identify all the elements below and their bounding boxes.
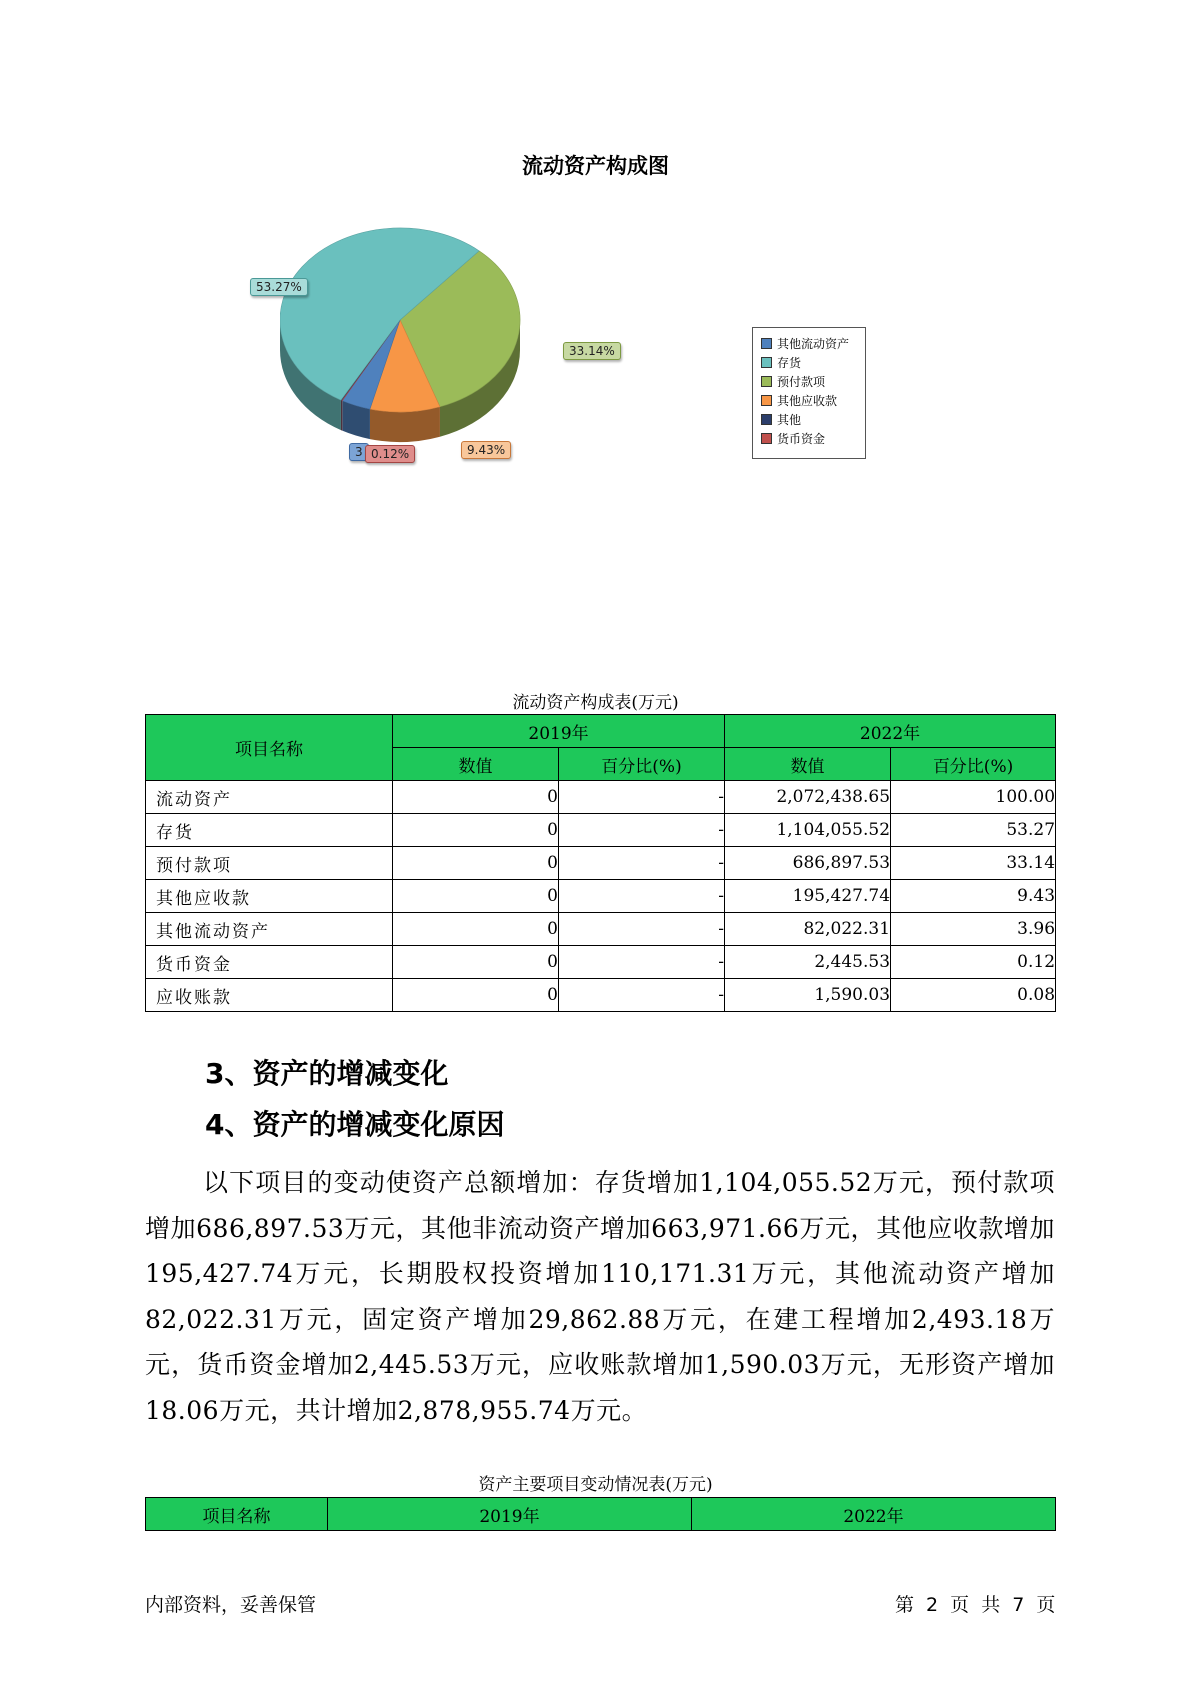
table-row [146, 946, 1056, 979]
header-pct-2019: 百分比(%) [559, 748, 725, 781]
row-pct-2022: 0.08 [891, 979, 1056, 1012]
row-pct-2019: - [559, 913, 725, 946]
row-pct-2022: 33.14 [891, 847, 1056, 880]
row-name: 其他应收款 [146, 880, 393, 913]
row-pct-2022: 100.00 [891, 781, 1056, 814]
section-4-heading: 4、资产的增减变化原因 [205, 1108, 505, 1141]
row-pct-2022: 0.12 [891, 946, 1056, 979]
pie-chart [280, 225, 600, 455]
legend-swatch [761, 357, 772, 368]
row-value-2019: 0 [393, 913, 559, 946]
legend-swatch [761, 433, 772, 444]
row-value-2019: 0 [393, 781, 559, 814]
analysis-paragraph: 以下项目的变动使资产总额增加：存货增加1,104,055.52万元，预付款项增加686,897.53万元，其他非流动资产增加663,971.66万元，其他应收款增加195,427.74万元，长期股权投资增加110,171.31万元，其他流动资产增加82,022.31万元，固定资产增加29,862.88万元，在建工程增加2,493.18万元，货币资金增加2,445.53万元，应收账款增加1,590.03万元，无形资产增加18.06万元，共计增加2,878,955.74万元。 [145, 1168, 1055, 1425]
header-year-2022: 2022年 [725, 715, 1056, 748]
t2-header-item-name: 项目名称 [146, 1498, 328, 1531]
table-row [146, 847, 1056, 880]
pie-slice-side [341, 400, 342, 430]
header-pct-2022: 百分比(%) [891, 748, 1056, 781]
chart-title: 流动资产构成图 [522, 154, 669, 178]
row-pct-2022: 3.96 [891, 913, 1056, 946]
legend-label: 其他 [777, 413, 802, 427]
row-pct-2022: 53.27 [891, 814, 1056, 847]
row-pct-2019: - [559, 814, 725, 847]
row-pct-2019: - [559, 946, 725, 979]
row-value-2022: 1,590.03 [725, 979, 891, 1012]
row-pct-2019: - [559, 847, 725, 880]
legend-label: 其他应收款 [777, 394, 838, 408]
pie-data-label: 9.43% [461, 441, 511, 459]
row-value-2022: 2,445.53 [725, 946, 891, 979]
row-value-2022: 1,104,055.52 [725, 814, 891, 847]
pie-data-label: 3 [349, 443, 369, 461]
row-value-2019: 0 [393, 979, 559, 1012]
row-value-2022: 2,072,438.65 [725, 781, 891, 814]
legend-item [753, 372, 865, 391]
pie-data-label: 33.14% [563, 342, 621, 360]
legend-item [753, 391, 865, 410]
asset-change-table [145, 1497, 1056, 1531]
legend-item [753, 410, 865, 429]
table-row [146, 979, 1056, 1012]
row-value-2019: 0 [393, 946, 559, 979]
table-row [146, 781, 1056, 814]
row-name: 其他流动资产 [146, 913, 393, 946]
table-row [146, 913, 1056, 946]
legend-swatch [761, 338, 772, 349]
row-value-2022: 82,022.31 [725, 913, 891, 946]
t2-header-year-2019: 2019年 [328, 1498, 692, 1531]
row-value-2022: 686,897.53 [725, 847, 891, 880]
header-value-2022: 数值 [725, 748, 891, 781]
legend-item [753, 429, 865, 448]
pie-data-label: 53.27% [250, 278, 308, 296]
legend-label: 其他流动资产 [777, 337, 850, 351]
footer-page-number: 第 2 页 共 7 页 [895, 1594, 1056, 1616]
row-value-2019: 0 [393, 880, 559, 913]
legend-swatch [761, 376, 772, 387]
row-pct-2022: 9.43 [891, 880, 1056, 913]
row-name: 流动资产 [146, 781, 393, 814]
section-3-heading: 3、资产的增减变化 [205, 1057, 449, 1090]
row-value-2019: 0 [393, 847, 559, 880]
table1-caption: 流动资产构成表(万元) [512, 693, 679, 713]
row-pct-2019: - [559, 979, 725, 1012]
row-value-2022: 195,427.74 [725, 880, 891, 913]
t2-header-year-2022: 2022年 [692, 1498, 1056, 1531]
legend-item [753, 334, 865, 353]
table-row [146, 814, 1056, 847]
pie-data-label: 0.12% [365, 445, 415, 463]
pie-slice-side [341, 400, 342, 430]
legend-swatch [761, 395, 772, 406]
legend-swatch [761, 414, 772, 425]
current-assets-table [145, 714, 1056, 1012]
header-item-name: 项目名称 [146, 715, 393, 781]
row-name: 应收账款 [146, 979, 393, 1012]
row-value-2019: 0 [393, 814, 559, 847]
footer-confidential: 内部资料，妥善保管 [145, 1594, 317, 1616]
legend-label: 货币资金 [777, 432, 826, 446]
legend-label: 预付款项 [777, 375, 826, 389]
header-year-2019: 2019年 [393, 715, 725, 748]
header-value-2019: 数值 [393, 748, 559, 781]
chart-legend [752, 327, 866, 459]
row-name: 预付款项 [146, 847, 393, 880]
legend-item [753, 353, 865, 372]
row-pct-2019: - [559, 781, 725, 814]
table-row [146, 880, 1056, 913]
row-pct-2019: - [559, 880, 725, 913]
legend-label: 存货 [777, 356, 802, 370]
table2-caption: 资产主要项目变动情况表(万元) [478, 1475, 713, 1495]
row-name: 货币资金 [146, 946, 393, 979]
row-name: 存货 [146, 814, 393, 847]
